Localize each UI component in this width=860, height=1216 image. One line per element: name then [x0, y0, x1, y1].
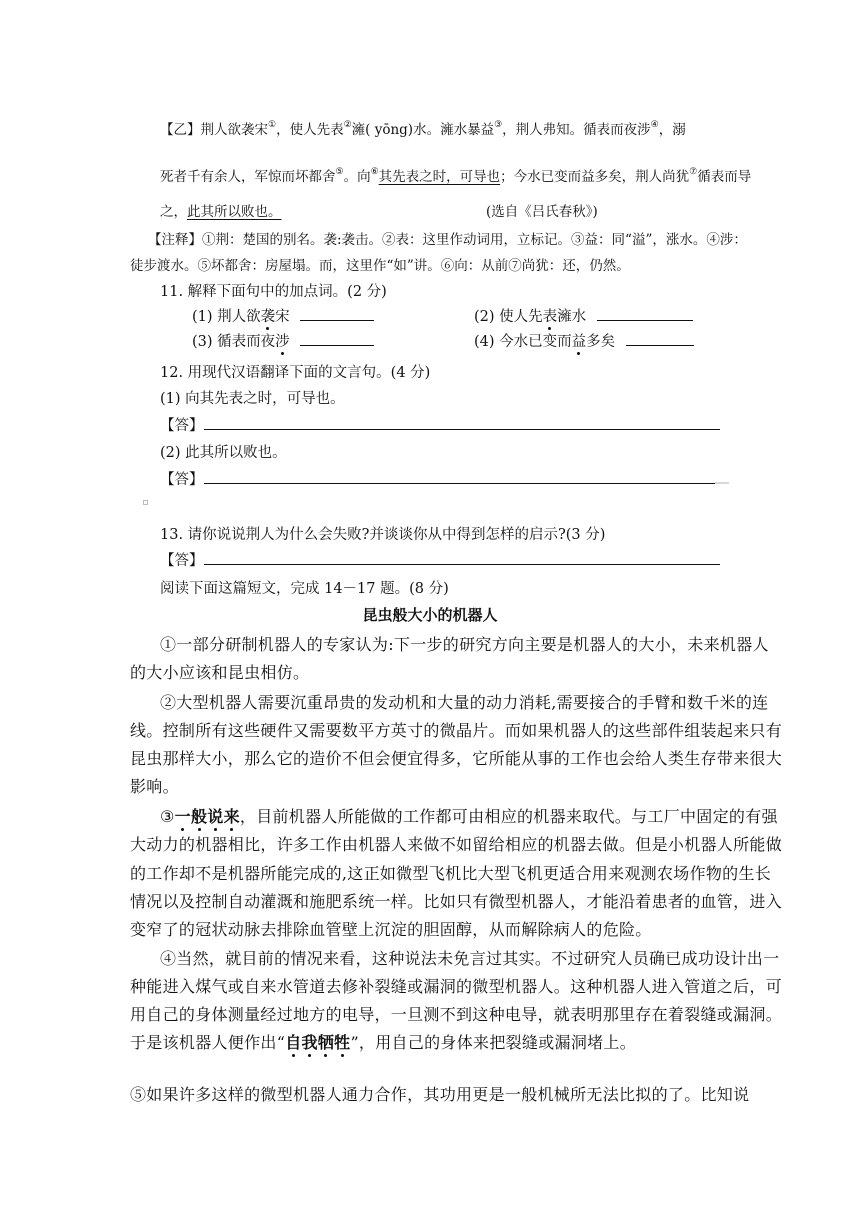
passage-line-3: 之，此其所以败也。 — [160, 204, 282, 220]
source-citation: (选自《吕氏春秋》) — [486, 204, 598, 220]
article-p3-line-2: 大动力的机器相比，许多工作由机器人来做不如留给相应的机器去做。但是小机器人所能做 — [130, 835, 783, 854]
question-11-item-4: (4) 今水已变而益多矣 — [474, 330, 694, 351]
article-p4-line-1: ④当然，就目前的情况来看，这种说法未免言过其实。不过研究人员确已成功设计出一 — [160, 949, 780, 968]
question-13-answer: 【答】 — [160, 549, 720, 570]
article-p3-line-4: 情况以及控制自动灌溉和施肥系统一样。比如只有微型机器人，才能沿着患者的血管，进入 — [130, 892, 783, 911]
answer-line[interactable] — [204, 469, 720, 484]
footnote-marker: ① — [268, 120, 277, 130]
footnote-marker: ③ — [494, 120, 503, 130]
footnote-marker: ⑦ — [689, 167, 698, 177]
article-p4-line-4: 于是该机器人便作出“自我牺牲”，用自己的身体来把裂缝或漏洞堵上。 — [130, 1030, 636, 1053]
passage-line-1: 【乙】荆人欲袭宋①，使人先表②澭( yōng)水。澭水暴益③，荆人弗知。循表而夜涉④，溺 — [160, 120, 686, 138]
dotted-char: 牲 — [334, 1030, 350, 1053]
dotted-word: 袭 — [261, 305, 276, 326]
answer-line[interactable] — [204, 415, 720, 430]
passage-line-2: 死者千有余人，军惊而坏都舍⑤。向⑥其先表之时，可导也；今水已变而益多矣，荆人尚犹⑦循表而导 — [160, 167, 752, 185]
dotted-word: 表 — [543, 305, 558, 326]
dotted-char: 牺 — [318, 1030, 334, 1053]
article-p2-line-4: 影响。 — [130, 777, 179, 796]
question-12-sentence-2: (2) 此其所以败也。 — [160, 445, 287, 461]
dotted-char: 说 — [207, 804, 223, 827]
question-11-item-2: (2) 使人先表澭水 — [474, 305, 693, 326]
footnote-marker: ② — [343, 120, 352, 130]
reading-intro: 阅读下面这篇短文，完成 14－17 题。(8 分) — [160, 581, 449, 597]
dotted-word: 涉 — [275, 330, 290, 351]
footnote-marker: ⑥ — [370, 167, 379, 177]
answer-blank[interactable] — [626, 331, 694, 346]
question-13-title: 13. 请你说说荆人为什么会失败?并谈谈你从中得到怎样的启示?(3 分) — [160, 527, 606, 543]
article-p3-line-3: 的工作却不是机器所能完成的,这正如微型飞机比大型飞机更适合用来观测农场作物的生长 — [130, 864, 772, 883]
answer-line[interactable] — [204, 550, 720, 565]
dotted-char: 一 — [175, 804, 191, 827]
article-p2-line-1: ②大型机器人需要沉重昂贵的发动机和大量的动力消耗,需要接合的手臂和数千米的连 — [160, 693, 769, 712]
scan-mark — [715, 482, 729, 484]
footnote-marker: ⑤ — [335, 167, 344, 177]
article-title: 昆虫般大小的机器人 — [362, 606, 498, 624]
question-12-sentence-1: (1) 向其先表之时，可导也。 — [160, 391, 345, 407]
article-p1-line-1: ①一部分研制机器人的专家认为:下一步的研究方向主要是机器人的大小，未来机器人 — [160, 635, 769, 654]
article-p4-line-2: 种能进入煤气或自来水管道去修补裂缝或漏洞的微型机器人。这种机器人进入管道之后，可 — [130, 977, 783, 996]
question-11-item-3: (3) 循表而夜涉 — [192, 330, 374, 351]
question-11-item-1: (1) 荆人欲袭宋 — [192, 305, 374, 326]
article-p1-line-2: 的大小应该和昆虫相仿。 — [130, 663, 310, 682]
question-12-answer-2: 【答】 — [160, 468, 720, 489]
dotted-char: 般 — [191, 804, 207, 827]
scan-mark — [143, 500, 148, 505]
notes-line-1: 【注释】①荆：楚国的别名。袭:袭击。②表：这里作动词用，立标记。③益：同“溢”，涨水。④涉： — [148, 232, 747, 248]
dotted-word: 益 — [572, 330, 587, 351]
dotted-char: 我 — [302, 1030, 318, 1053]
question-12-answer-1: 【答】 — [160, 414, 720, 435]
underlined-sentence: 其先表之时，可导也 — [378, 169, 501, 185]
question-12-title: 12. 用现代汉语翻译下面的文言句。(4 分) — [160, 365, 431, 381]
answer-blank[interactable] — [597, 306, 693, 321]
dotted-char: 自 — [285, 1030, 301, 1053]
dotted-char: 来 — [224, 804, 240, 827]
article-p3-line-5: 变窄了的冠状动脉去排除血管壁上沉淀的胆固醇，从而解除病人的危险。 — [130, 920, 652, 939]
notes-line-2: 徒步渡水。⑤坏都舍：房屋塌。而，这里作“如”讲。⑥向：从前⑦尚犹：还，仍然。 — [130, 258, 630, 274]
article-p3-line-1: ③一般说来，目前机器人所能做的工作都可由相应的机器来取代。与工厂中固定的有强 — [160, 804, 778, 827]
answer-blank[interactable] — [300, 331, 374, 346]
underlined-sentence: 此其所以败也。 — [187, 204, 282, 220]
article-p2-line-3: 昆虫那样大小，那么它的造价不但会便宜得多，它所能从事的工作也会给人类生存带来很大 — [130, 749, 783, 768]
article-p2-line-2: 线。控制所有这些硬件又需要数平方英寸的微晶片。而如果机器人的这些部件组装起来只有 — [130, 721, 783, 740]
article-p4-line-3: 用自己的身体测量经过地方的电导，一旦测不到这种电导，就表明那里存在着裂缝或漏洞。 — [130, 1005, 783, 1024]
article-p5-line-1: ⑤如果许多这样的微型机器人通力合作，其功用更是一般机械所无法比拟的了。比知说 — [130, 1085, 750, 1104]
answer-blank[interactable] — [300, 306, 374, 321]
footnote-marker: ④ — [650, 120, 659, 130]
question-11-title: 11. 解释下面句中的加点词。(2 分) — [160, 284, 387, 300]
